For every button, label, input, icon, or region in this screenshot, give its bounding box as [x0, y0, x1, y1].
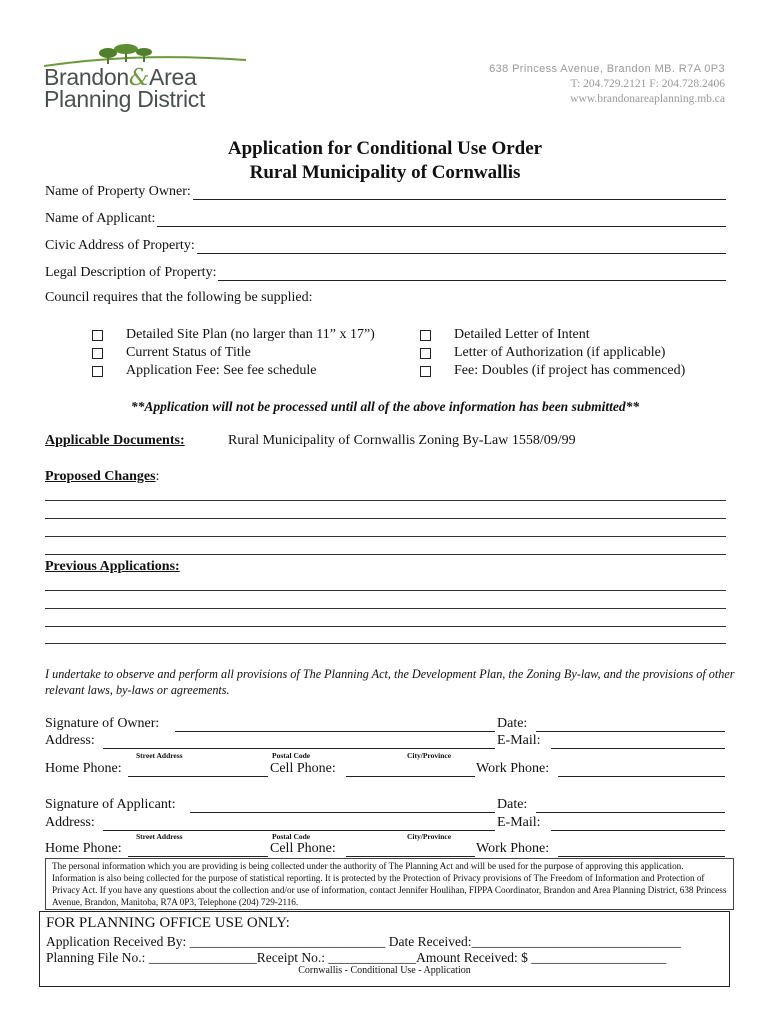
- council-requirement-text: Council requires that the following be supplied:: [45, 290, 313, 305]
- owner-home-phone-line[interactable]: [128, 776, 268, 777]
- proposed-changes-line[interactable]: [45, 500, 726, 501]
- proposed-changes-line[interactable]: [45, 554, 726, 555]
- logo-ampersand: &: [128, 65, 150, 91]
- owner-postal-hint: Postal Code: [272, 751, 311, 760]
- received-by-row[interactable]: Application Received By: _____________________________ Date Received:_______________________________: [46, 934, 681, 949]
- legal-description-field[interactable]: [45, 263, 726, 281]
- checklist-label: Letter of Authorization (if applicable): [454, 345, 666, 360]
- owner-email-line[interactable]: [551, 748, 725, 749]
- applicant-email-label: E-Mail:: [497, 815, 541, 830]
- file-number-row[interactable]: Planning File No.: ________________Receipt No.: _____________Amount Received: $ ____________________: [46, 950, 667, 965]
- checkbox[interactable]: [92, 366, 103, 377]
- applicant-address-label: Address:: [45, 815, 95, 830]
- applicant-cell-phone-label: Cell Phone:: [270, 841, 336, 856]
- submission-warning: **Application will not be processed until all of the above information has been submitted**: [130, 399, 640, 414]
- previous-applications-line[interactable]: [45, 590, 726, 591]
- owner-signature-line[interactable]: [175, 731, 495, 732]
- proposed-changes-line[interactable]: [45, 518, 726, 519]
- checklist-label: Detailed Site Plan (no larger than 11” x 17”): [126, 327, 375, 342]
- checklist-label: Current Status of Title: [126, 345, 251, 360]
- owner-cell-phone-line[interactable]: [346, 776, 475, 777]
- office-use-box: [39, 911, 730, 987]
- logo-line-2: Planning District: [44, 86, 206, 112]
- office-website: www.brandonareaplanning.mb.ca: [570, 93, 725, 105]
- owner-name-label: Name of Property Owner:: [45, 184, 191, 199]
- applicant-street-hint: Street Address: [136, 832, 183, 841]
- logo-brandon: Brandon: [44, 64, 129, 90]
- proposed-changes-heading: [45, 469, 159, 485]
- checklist-item[interactable]: [92, 362, 316, 380]
- applicant-date-label: Date:: [497, 797, 528, 812]
- owner-street-hint: Street Address: [136, 751, 183, 760]
- owner-name-line[interactable]: [193, 186, 726, 200]
- applicant-name-line[interactable]: [157, 213, 726, 227]
- proposed-changes-colon: :: [155, 469, 160, 484]
- applicant-address-line[interactable]: [103, 830, 495, 831]
- legal-description-line[interactable]: [218, 267, 726, 281]
- checklist-label: Detailed Letter of Intent: [454, 327, 590, 342]
- applicant-home-phone-label: Home Phone:: [45, 841, 122, 856]
- form-subtitle: Rural Municipality of Cornwallis: [249, 162, 521, 183]
- owner-home-phone-label: Home Phone:: [45, 761, 122, 776]
- checklist-label: Application Fee: See fee schedule: [126, 363, 317, 378]
- legal-description-label: Legal Description of Property:: [45, 265, 217, 280]
- checkbox[interactable]: [420, 348, 431, 359]
- civic-address-label: Civic Address of Property:: [45, 238, 195, 253]
- checkbox[interactable]: [420, 330, 431, 341]
- office-phones: T: 204.729.2121 F: 204.728.2406: [570, 78, 725, 90]
- applicant-city-hint: City/Province: [407, 832, 452, 841]
- checklist-item[interactable]: [420, 344, 665, 362]
- checkbox[interactable]: [92, 330, 103, 341]
- applicable-documents-label: Applicable Documents:: [45, 433, 185, 448]
- office-use-heading: FOR PLANNING OFFICE USE ONLY:: [46, 915, 290, 931]
- applicant-email-line[interactable]: [551, 830, 725, 831]
- applicant-postal-hint: Postal Code: [272, 832, 311, 841]
- owner-work-phone-label: Work Phone:: [476, 761, 550, 776]
- civic-address-field[interactable]: [45, 236, 726, 254]
- owner-email-label: E-Mail:: [497, 733, 541, 748]
- previous-applications-label: Previous Applications:: [45, 559, 180, 574]
- applicant-signature-label: Signature of Applicant:: [45, 797, 176, 812]
- checklist-item[interactable]: [92, 344, 251, 362]
- civic-address-line[interactable]: [197, 240, 726, 254]
- owner-date-label: Date:: [497, 716, 528, 731]
- undertaking-statement: I undertake to observe and perform all provisions of The Planning Act, the Development Plan, the Zoning By-law, and the provisions of other relevant laws, by-laws or agreements.: [45, 667, 735, 697]
- owner-address-line[interactable]: [103, 748, 495, 749]
- privacy-notice: The personal information which you are providing is being collected under the authority of The Planning Act and will be used for the purpose of approving this application. Information is also being collected for the purpose of statistical reporting. It is protected by the Protection of Privacy provisions of The Freedom of Information and Protection of Privacy Act. If you have any questions about the collection and/or use of information, contact Jennifer Houlihan, FIPPA Coordinator, Brandon and Area Planning District, 638 Princess Avenue, Brandon, Manitoba, R7A 0P3, Telephone (204) 729-2116.: [45, 858, 734, 910]
- proposed-changes-line[interactable]: [45, 536, 726, 537]
- owner-signature-label: Signature of Owner:: [45, 716, 160, 731]
- owner-work-phone-line[interactable]: [558, 776, 725, 777]
- owner-date-line[interactable]: [536, 731, 725, 732]
- owner-name-field[interactable]: [45, 182, 726, 200]
- applicant-name-field[interactable]: [45, 209, 726, 227]
- checklist-label: Fee: Doubles (if project has commenced): [454, 363, 686, 378]
- previous-applications-line[interactable]: [45, 643, 726, 644]
- applicable-documents-value: Rural Municipality of Cornwallis Zoning By-Law 1558/09/99: [228, 433, 576, 448]
- applicant-date-line[interactable]: [536, 812, 725, 813]
- document-footer: Cornwallis - Conditional Use - Application: [298, 965, 471, 976]
- office-address: 638 Princess Avenue, Brandon MB. R7A 0P3: [489, 63, 725, 75]
- previous-applications-line[interactable]: [45, 626, 726, 627]
- form-title: Application for Conditional Use Order: [227, 138, 543, 159]
- applicant-home-phone-line[interactable]: [128, 856, 268, 857]
- applicant-work-phone-label: Work Phone:: [476, 841, 550, 856]
- owner-address-label: Address:: [45, 733, 95, 748]
- owner-city-hint: City/Province: [407, 751, 452, 760]
- applicant-work-phone-line[interactable]: [558, 856, 725, 857]
- previous-applications-line[interactable]: [45, 608, 726, 609]
- checklist-item[interactable]: [420, 362, 685, 380]
- checkbox[interactable]: [92, 348, 103, 359]
- checklist-item[interactable]: [420, 326, 590, 344]
- checklist-item[interactable]: [92, 326, 375, 344]
- applicant-signature-line[interactable]: [190, 812, 495, 813]
- contact-block: [489, 62, 725, 107]
- applicant-cell-phone-line[interactable]: [346, 856, 475, 857]
- checkbox[interactable]: [420, 366, 431, 377]
- logo-area: Area: [149, 64, 197, 90]
- logo: [40, 44, 250, 114]
- proposed-changes-label: Proposed Changes: [45, 469, 156, 484]
- owner-cell-phone-label: Cell Phone:: [270, 761, 336, 776]
- applicant-name-label: Name of Applicant:: [45, 211, 156, 226]
